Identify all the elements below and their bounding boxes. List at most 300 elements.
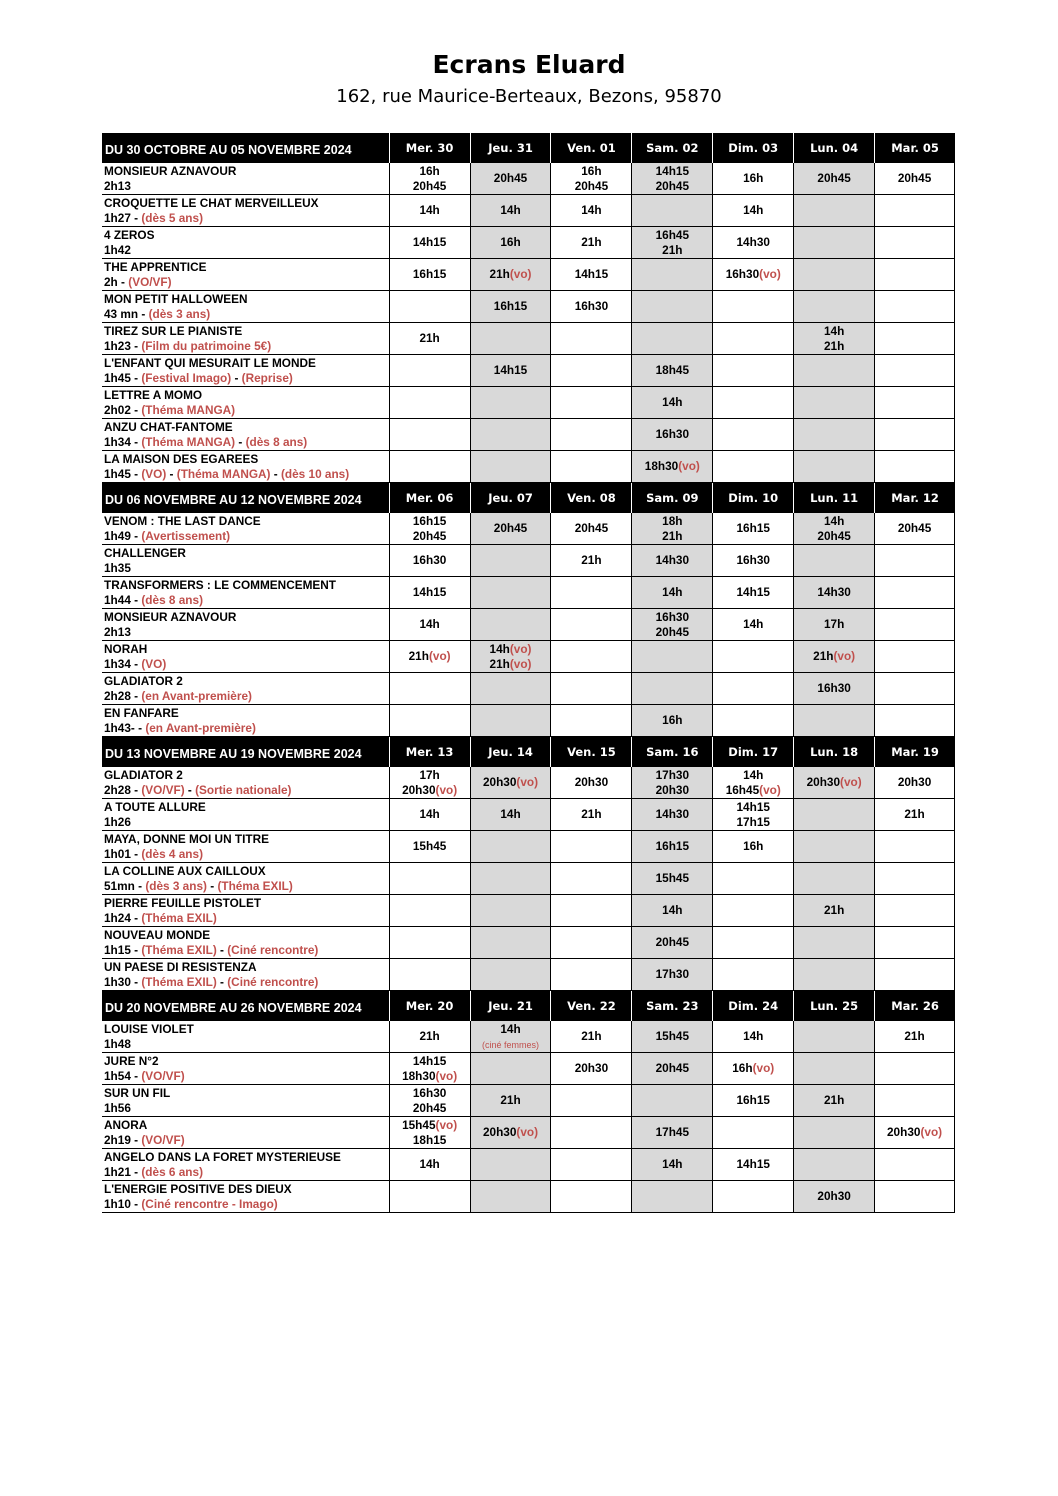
showtime: 20h45 xyxy=(412,1100,447,1115)
showtime-cell xyxy=(550,927,631,958)
showtime xyxy=(402,783,457,798)
showtime: 20h45 xyxy=(655,935,690,949)
showtime-cell xyxy=(470,1053,551,1084)
showtime-cell xyxy=(712,863,793,894)
film-duration: 2h xyxy=(104,274,118,289)
showtime-cell xyxy=(631,387,712,418)
showtime-cell xyxy=(874,513,955,544)
showtime-cell xyxy=(631,641,712,672)
showtime: 20h30 xyxy=(574,775,609,789)
film-info xyxy=(102,767,389,798)
film-details: 43 mn - (dès 3 ans) xyxy=(104,306,211,321)
showtime-cell xyxy=(389,895,470,926)
film-title: GLADIATOR 2 xyxy=(104,767,183,782)
showtime: 14h xyxy=(419,1157,440,1171)
film-title: 4 ZEROS xyxy=(104,227,155,242)
showtime-cell xyxy=(874,641,955,672)
showtime: 17h45 xyxy=(655,1125,690,1139)
showtime-cell xyxy=(550,1181,631,1212)
showtime-hour: 15h45 xyxy=(402,1117,436,1132)
showtime-cell xyxy=(874,927,955,958)
showtime-cell xyxy=(874,451,955,482)
showtime-cell xyxy=(470,767,551,798)
showtime-cell xyxy=(389,291,470,322)
showtime-cell xyxy=(550,291,631,322)
showtime-cell xyxy=(550,895,631,926)
showtime xyxy=(807,775,862,790)
film-tag: (Ciné rencontre) xyxy=(227,942,319,957)
film-title: MONSIEUR AZNAVOUR xyxy=(104,609,237,624)
table-row xyxy=(102,387,955,419)
showtime-cell xyxy=(793,895,874,926)
table-row xyxy=(102,545,955,577)
day-header: Mar. 12 xyxy=(874,483,955,513)
film-tag: (Festival Imago) xyxy=(141,370,232,385)
film-duration: 1h34 xyxy=(104,656,131,671)
film-tag: (dès 5 ans) xyxy=(141,210,204,225)
showtime-cell xyxy=(389,641,470,672)
day-header: Mar. 19 xyxy=(874,737,955,767)
showtime xyxy=(813,649,855,664)
showtime-cell xyxy=(470,545,551,576)
table-row xyxy=(102,959,955,991)
showtime: 14h xyxy=(662,903,683,917)
showtime-cell xyxy=(874,767,955,798)
showtime: 16h xyxy=(419,163,440,178)
showtime-cell xyxy=(550,163,631,194)
showtime xyxy=(726,783,781,798)
showtime: 20h30 xyxy=(574,1061,609,1075)
day-header: Ven. 01 xyxy=(550,133,631,163)
film-title: PIERRE FEUILLE PISTOLET xyxy=(104,895,262,910)
film-details: 1h45 - (Festival Imago) - (Reprise) xyxy=(104,370,293,385)
showtime: 14h xyxy=(823,323,845,338)
showtime: 14h15 xyxy=(574,267,609,281)
showtime-cell xyxy=(712,609,793,640)
showtime-cell xyxy=(631,927,712,958)
film-tag: (VO/VF) xyxy=(141,1132,185,1147)
film-tag: (Théma MANGA) xyxy=(141,402,236,417)
showtime-cell xyxy=(550,1117,631,1148)
film-tag: (dès 3 ans) xyxy=(145,878,207,893)
showtime-cell xyxy=(389,227,470,258)
table-row xyxy=(102,1053,955,1085)
showtime: 14h xyxy=(743,767,764,782)
week-header xyxy=(102,991,955,1021)
showtime-cell xyxy=(874,1149,955,1180)
showtime: 16h30 xyxy=(817,681,851,695)
showtime: 14h xyxy=(581,203,602,217)
showtime-hour: 20h30 xyxy=(482,775,517,789)
week-header xyxy=(102,133,955,163)
film-details: 1h23 - (Film du patrimoine 5€) xyxy=(104,338,272,353)
week-label: DU 06 NOVEMBRE AU 12 NOVEMBRE 2024 xyxy=(105,492,362,507)
showtime-hour: 20h30 xyxy=(482,1125,517,1139)
showtime-cell xyxy=(631,323,712,354)
showtime: 20h45 xyxy=(655,624,690,639)
day-header: Dim. 10 xyxy=(712,483,793,513)
showtime-cell xyxy=(712,641,793,672)
showtime-cell xyxy=(793,577,874,608)
showtime-cell xyxy=(874,959,955,990)
showtime-cell xyxy=(712,799,793,830)
showtime-cell xyxy=(712,291,793,322)
showtime-hour: 20h30 xyxy=(887,1125,921,1139)
film-tag: (Ciné rencontre - Imago) xyxy=(141,1196,278,1211)
showtime-cell xyxy=(793,831,874,862)
showtime-cell xyxy=(470,259,551,290)
film-tag: (dès 3 ans) xyxy=(148,306,211,321)
showtime: 21h xyxy=(662,528,683,543)
showtime-cell xyxy=(470,195,551,226)
showtime-cell xyxy=(712,673,793,704)
showtime-cell xyxy=(874,863,955,894)
showtime: 18h45 xyxy=(655,363,690,377)
day-header: Mer. 30 xyxy=(389,133,470,163)
showtime: 14h xyxy=(743,617,764,631)
film-info xyxy=(102,387,389,418)
showtime-cell xyxy=(712,767,793,798)
film-details: 1h54 - (VO/VF) xyxy=(104,1068,185,1083)
film-tag: (Théma EXIL) xyxy=(141,974,217,989)
film-duration: 1h21 xyxy=(104,1164,131,1179)
showtime-cell xyxy=(389,799,470,830)
showtime-cell xyxy=(793,195,874,226)
showtime-cell xyxy=(389,355,470,386)
film-info xyxy=(102,291,389,322)
showtime-hour: 18h30 xyxy=(402,1068,436,1083)
film-duration: 1h15 xyxy=(104,942,131,957)
film-tag: (en Avant-première) xyxy=(141,688,252,703)
film-details: 1h15 - (Théma EXIL) - (Ciné rencontre) xyxy=(104,942,319,957)
film-info xyxy=(102,227,389,258)
film-duration: 1h01 xyxy=(104,846,131,861)
showtime-cell xyxy=(712,355,793,386)
showtime-cell xyxy=(470,673,551,704)
table-row xyxy=(102,355,955,387)
film-details: 1h01 - (dès 4 ans) xyxy=(104,846,204,861)
film-details: 2h28 - (VO/VF) - (Sortie nationale) xyxy=(104,782,292,797)
film-info xyxy=(102,1181,389,1212)
showtime-cell xyxy=(389,451,470,482)
showtime-cell xyxy=(550,705,631,736)
showtime-cell xyxy=(712,545,793,576)
showtime-hour: 18h30 xyxy=(644,459,679,473)
showtime-cell xyxy=(712,705,793,736)
film-title: A TOUTE ALLURE xyxy=(104,799,206,814)
showtime-hour: 20h30 xyxy=(806,775,841,789)
showtime-cell xyxy=(712,259,793,290)
film-info xyxy=(102,323,389,354)
showtime-cell xyxy=(874,1117,955,1148)
vo-marker: (vo) xyxy=(516,1125,539,1139)
film-info xyxy=(102,609,389,640)
showtime-cell xyxy=(793,1053,874,1084)
week-header xyxy=(102,737,955,767)
showtime-cell xyxy=(874,673,955,704)
table-row xyxy=(102,767,955,799)
showtime-cell xyxy=(470,323,551,354)
showtime-cell xyxy=(550,609,631,640)
showtime xyxy=(483,775,538,790)
showtime-cell xyxy=(793,1149,874,1180)
film-info xyxy=(102,895,389,926)
film-duration: 1h54 xyxy=(104,1068,131,1083)
film-tag: (Film du patrimoine 5€) xyxy=(141,338,272,353)
showtime-cell xyxy=(712,513,793,544)
showtime-hour: 21h xyxy=(489,656,510,671)
showtime: 21h xyxy=(823,1093,845,1107)
table-row xyxy=(102,1181,955,1213)
vo-marker: (vo) xyxy=(435,782,458,797)
showtime: 18h15 xyxy=(412,1132,447,1147)
showtime-cell xyxy=(874,259,955,290)
showtime: 16h15 xyxy=(412,513,447,528)
showtime-cell xyxy=(470,1085,551,1116)
day-header: Mer. 13 xyxy=(389,737,470,767)
showtime-cell xyxy=(874,1181,955,1212)
showtime-hour: 16h xyxy=(732,1061,753,1075)
showtime-cell xyxy=(470,163,551,194)
showtime: 20h45 xyxy=(574,521,609,535)
film-tag: (Théma MANGA) xyxy=(141,434,236,449)
showtime-cell xyxy=(874,355,955,386)
showtime-cell xyxy=(470,291,551,322)
day-header: Lun. 11 xyxy=(793,483,874,513)
showtime-cell xyxy=(631,895,712,926)
showtime: 16h xyxy=(662,713,683,727)
showtime xyxy=(490,642,532,657)
cinema-title: Ecrans Eluard xyxy=(432,50,626,79)
vo-marker: (vo) xyxy=(509,641,532,656)
showtime-cell xyxy=(389,927,470,958)
showtime: 14h xyxy=(419,203,440,217)
showtime: 17h xyxy=(419,767,440,782)
film-title: L'ENFANT QUI MESURAIT LE MONDE xyxy=(104,355,316,370)
film-duration: 1h56 xyxy=(104,1100,131,1115)
day-header: Lun. 25 xyxy=(793,991,874,1021)
showtime-note: (ciné femmes) xyxy=(482,1039,540,1050)
showtime-cell xyxy=(550,419,631,450)
table-row xyxy=(102,513,955,545)
film-details xyxy=(104,243,389,258)
showtime-cell xyxy=(389,831,470,862)
film-details: 1h10 - (Ciné rencontre - Imago) xyxy=(104,1196,278,1211)
film-tag: (dès 10 ans) xyxy=(280,466,350,481)
film-duration: 1h35 xyxy=(104,560,131,575)
showtime-cell xyxy=(470,1021,551,1052)
showtime-cell xyxy=(712,163,793,194)
film-info xyxy=(102,1149,389,1180)
film-title: SUR UN FIL xyxy=(104,1085,171,1100)
showtime: 15h45 xyxy=(655,1029,690,1043)
film-duration: 43 mn xyxy=(104,306,139,321)
table-row xyxy=(102,927,955,959)
showtime-cell xyxy=(631,1053,712,1084)
showtime-cell xyxy=(712,195,793,226)
showtime-cell xyxy=(389,195,470,226)
showtime: 21h xyxy=(581,235,602,249)
showtime xyxy=(402,1069,457,1084)
showtime-cell xyxy=(793,355,874,386)
showtime-cell xyxy=(470,799,551,830)
showtime-cell xyxy=(631,577,712,608)
film-details: 2h - (VO/VF) xyxy=(104,274,172,289)
table-row xyxy=(102,419,955,451)
showtime: 16h15 xyxy=(736,521,770,535)
film-details: 2h19 - (VO/VF) xyxy=(104,1132,185,1147)
table-row xyxy=(102,323,955,355)
film-info xyxy=(102,1085,389,1116)
film-duration: 1h30 xyxy=(104,974,131,989)
film-info xyxy=(102,513,389,544)
showtime-cell xyxy=(550,355,631,386)
table-row xyxy=(102,451,955,483)
film-tag: (dès 8 ans) xyxy=(245,434,308,449)
showtime xyxy=(482,1037,539,1052)
showtime-cell xyxy=(389,163,470,194)
showtime-cell xyxy=(874,545,955,576)
film-tag: (VO/VF) xyxy=(141,782,185,797)
showtime-cell xyxy=(389,705,470,736)
day-header: Jeu. 31 xyxy=(470,133,551,163)
showtime-cell xyxy=(793,291,874,322)
film-duration: 1h42 xyxy=(104,242,131,257)
film-tag: (Théma EXIL) xyxy=(217,878,293,893)
vo-marker: (vo) xyxy=(759,782,781,797)
showtime-cell xyxy=(712,577,793,608)
film-details: 1h34 - (VO) xyxy=(104,656,167,671)
showtime-cell xyxy=(470,705,551,736)
showtime-cell xyxy=(631,1021,712,1052)
showtime: 14h15 xyxy=(412,585,447,599)
showtime xyxy=(645,459,700,474)
showtime-hour: 21h xyxy=(489,267,510,281)
showtime-cell xyxy=(550,863,631,894)
film-info xyxy=(102,1021,389,1052)
showtime-cell xyxy=(550,513,631,544)
showtime: 14h xyxy=(662,1157,683,1171)
table-row xyxy=(102,895,955,927)
showtime-cell xyxy=(631,609,712,640)
vo-marker: (vo) xyxy=(435,1117,458,1132)
showtime-cell xyxy=(874,895,955,926)
showtime-cell xyxy=(631,259,712,290)
showtime-cell xyxy=(631,545,712,576)
vo-marker: (vo) xyxy=(428,649,451,663)
film-title: ANORA xyxy=(104,1117,148,1132)
showtime-hour: 21h xyxy=(408,649,429,663)
showtime: 16h xyxy=(500,235,521,249)
film-title: GLADIATOR 2 xyxy=(104,673,183,688)
film-info xyxy=(102,195,389,226)
showtime-cell xyxy=(712,1085,793,1116)
vo-marker: (vo) xyxy=(509,656,532,671)
showtime: 20h30 xyxy=(655,782,690,797)
showtime-cell xyxy=(550,387,631,418)
showtime-cell xyxy=(550,959,631,990)
showtime-cell xyxy=(470,419,551,450)
showtime-cell xyxy=(631,1117,712,1148)
showtime: 14h15 xyxy=(736,1157,770,1171)
showtime-cell xyxy=(712,1117,793,1148)
film-tag: (Théma EXIL) xyxy=(141,910,217,925)
showtime-cell xyxy=(712,1021,793,1052)
film-title: CROQUETTE LE CHAT MERVEILLEUX xyxy=(104,195,319,210)
showtime-cell xyxy=(874,323,955,354)
showtime-cell xyxy=(712,323,793,354)
showtime-cell xyxy=(631,863,712,894)
showtime: 16h xyxy=(581,163,602,178)
showtime-cell xyxy=(389,1053,470,1084)
showtime-cell xyxy=(712,1053,793,1084)
showtime-cell xyxy=(793,323,874,354)
film-tag: (dès 4 ans) xyxy=(141,846,204,861)
showtime: 20h45 xyxy=(817,528,851,543)
film-details xyxy=(104,179,389,194)
film-title: LA MAISON DES EGAREES xyxy=(104,451,259,466)
film-details: 1h30 - (Théma EXIL) - (Ciné rencontre) xyxy=(104,974,319,989)
showtime: 21h xyxy=(581,1029,602,1043)
showtime-cell xyxy=(470,927,551,958)
film-tag: (VO/VF) xyxy=(141,1068,185,1083)
showtime: 20h45 xyxy=(412,528,447,543)
film-tag: (Ciné rencontre) xyxy=(227,974,319,989)
showtime-cell xyxy=(712,451,793,482)
film-info xyxy=(102,451,389,482)
film-title: VENOM : THE LAST DANCE xyxy=(104,513,261,528)
showtime: 20h45 xyxy=(897,521,932,535)
showtime: 16h xyxy=(743,171,764,185)
showtime xyxy=(409,649,451,664)
showtime-cell xyxy=(389,1085,470,1116)
showtime-cell xyxy=(631,1181,712,1212)
table-row xyxy=(102,799,955,831)
film-info xyxy=(102,259,389,290)
film-duration: 2h13 xyxy=(104,624,131,639)
film-details xyxy=(104,1037,389,1052)
showtime: 14h xyxy=(662,585,683,599)
table-row xyxy=(102,1021,955,1053)
film-info xyxy=(102,577,389,608)
showtime-cell xyxy=(712,387,793,418)
film-details xyxy=(104,815,389,830)
film-info xyxy=(102,799,389,830)
vo-marker: (vo) xyxy=(752,1061,775,1075)
showtime: 16h30 xyxy=(412,1085,447,1100)
showtime: 20h30 xyxy=(817,1189,851,1203)
showtime-cell xyxy=(793,1021,874,1052)
film-details: 1h27 - (dès 5 ans) xyxy=(104,210,204,225)
film-info xyxy=(102,545,389,576)
film-info xyxy=(102,959,389,990)
film-duration: 1h10 xyxy=(104,1196,131,1211)
showtime-cell xyxy=(631,673,712,704)
showtime-cell xyxy=(793,1085,874,1116)
showtime: 21h xyxy=(500,1093,521,1107)
showtime-cell xyxy=(793,513,874,544)
showtime-cell xyxy=(631,227,712,258)
showtime-hour: 14h xyxy=(489,641,510,656)
showtime-cell xyxy=(389,387,470,418)
showtime xyxy=(490,657,532,672)
showtime: 16h45 xyxy=(655,227,690,242)
showtime: 21h xyxy=(904,1029,925,1043)
film-duration: 1h27 xyxy=(104,210,131,225)
showtime-cell xyxy=(793,705,874,736)
showtime-cell xyxy=(874,387,955,418)
film-tag: (dès 6 ans) xyxy=(141,1164,204,1179)
